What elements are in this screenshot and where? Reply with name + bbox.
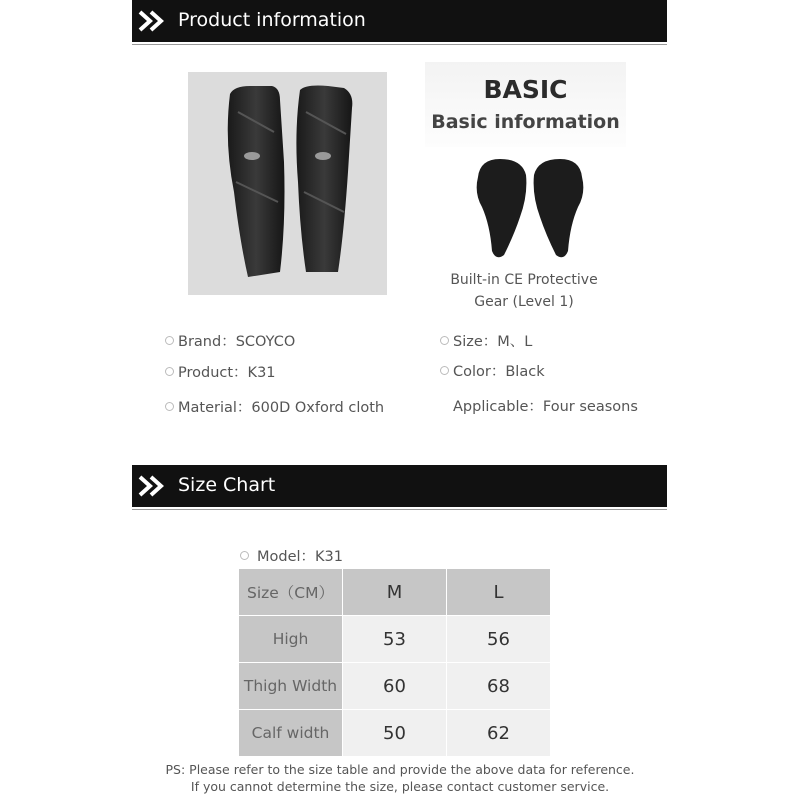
spec-size	[440, 330, 532, 351]
basic-subtitle: Basic information	[431, 111, 620, 133]
cell-value: 50	[343, 710, 447, 757]
column-header: M	[343, 569, 447, 616]
double-chevron-right-icon	[137, 9, 173, 33]
spec-material-text: Material：600D Oxford cloth	[178, 400, 385, 416]
row-label: Calf width	[239, 710, 343, 757]
table-row	[239, 710, 551, 757]
bullet-dot-icon	[440, 336, 449, 345]
spec-color	[440, 360, 545, 381]
knee-guard-image	[188, 72, 387, 295]
cell-value: 53	[343, 616, 447, 663]
bullet-dot-icon	[165, 336, 174, 345]
size-chart-header	[132, 465, 667, 507]
product-info-title: Product information	[178, 9, 366, 31]
column-header: L	[447, 569, 551, 616]
cell-value: 60	[343, 663, 447, 710]
spec-color-text: Color：Black	[453, 364, 545, 380]
bullet-dot-icon	[240, 551, 249, 560]
cell-value: 56	[447, 616, 551, 663]
bullet-dot-icon	[165, 367, 174, 376]
bullet-dot-icon	[440, 366, 449, 375]
product-info-header	[132, 0, 667, 42]
spec-brand-text: Brand：SCOYCO	[178, 334, 296, 350]
gear-caption-line2: Gear (Level 1)	[474, 294, 574, 310]
spec-material	[165, 396, 384, 417]
spec-applicable-text: Applicable：Four seasons	[453, 399, 638, 415]
cell-value: 62	[447, 710, 551, 757]
gear-caption	[434, 269, 614, 313]
basic-title: BASIC	[483, 75, 568, 104]
row-label: High	[239, 616, 343, 663]
gear-caption-line1: Built-in CE Protective	[450, 272, 598, 288]
row-label: Thigh Width	[239, 663, 343, 710]
spec-applicable	[453, 395, 638, 416]
model-label	[240, 545, 343, 566]
spec-product	[165, 361, 276, 382]
ps-note-line2: If you cannot determine the size, please contact customer service.	[190, 779, 610, 794]
table-row	[239, 616, 551, 663]
size-chart-title: Size Chart	[178, 474, 276, 496]
section-divider	[132, 44, 667, 45]
table-header-row	[239, 569, 551, 616]
bullet-dot-icon	[165, 402, 174, 411]
cell-value: 68	[447, 663, 551, 710]
section-divider	[132, 509, 667, 510]
size-table	[238, 568, 551, 757]
ps-note-line1: PS: Please refer to the size table and provide the above data for reference.	[165, 762, 635, 777]
spec-size-text: Size：M、L	[453, 334, 533, 350]
spec-product-text: Product：K31	[178, 365, 276, 381]
double-chevron-right-icon	[137, 474, 173, 498]
spec-brand	[165, 330, 295, 351]
product-photo	[188, 72, 387, 295]
model-text: Model：K31	[257, 549, 343, 565]
column-header: Size（CM）	[239, 569, 343, 616]
table-row	[239, 663, 551, 710]
protective-pads-image	[470, 155, 590, 265]
